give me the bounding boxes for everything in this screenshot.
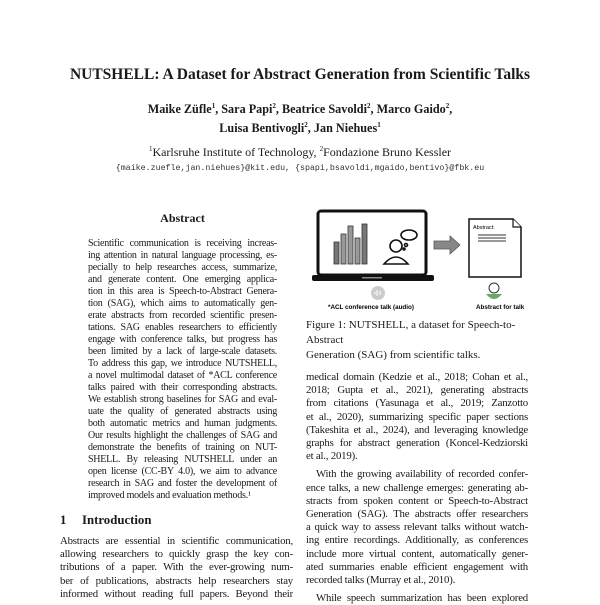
document-abstract-label: Abstract: (473, 225, 495, 231)
abstract-for-talk-label: Abstract for talk (476, 304, 525, 311)
text-line: recorded talks (Murray et al., 2010). (306, 574, 456, 587)
text-line: a quick way to assess relevant talks without watch- (306, 521, 528, 534)
author-list (0, 98, 600, 136)
affiliation-marker: 2 (445, 102, 450, 110)
text-line: ence talks, a new challenge emerges: generating ab- (306, 481, 528, 494)
text-line: both automatic metrics and human judgments. (88, 418, 277, 429)
author-name: Maike Züfle (147, 102, 212, 117)
text-line: and generate content. One emerging applica- (88, 274, 277, 285)
author (219, 121, 308, 135)
text-line: ing attention in natural language processing, es- (88, 250, 277, 261)
affiliations (0, 145, 600, 160)
text-line: tributions of a paper. With the ever-growing num- (60, 561, 293, 574)
text-line: 2018; Gupta et al., 2021), generating abstracts (306, 384, 528, 397)
caption-line: Generation (SAG) from scientific talks. (306, 349, 481, 361)
text-line: ber of publications, abstracts help researchers stay (60, 574, 293, 587)
author (377, 102, 450, 116)
text-line: demonstrate the benefits of training on NUT- (88, 442, 277, 453)
paper-title: NUTSHELL: A Dataset for Abstract Generation from Scientific Talks (69, 66, 531, 83)
author-name: Marco Gaido (376, 102, 446, 117)
author-emails: {maike.zuefle,jan.niehues}@kit.edu, {spapi,bsavoldi,mgaido,bentivo}@fbk.eu (115, 164, 485, 173)
paragraph (306, 371, 528, 463)
text-line: from citations (Yasunaga et al., 2019; Zanzotto (306, 397, 528, 410)
text-line: talks paired with their corresponding abstracts. (88, 382, 277, 393)
text-line: been limited by a lack of large-scale datasets. (88, 346, 277, 357)
figure-1 (306, 208, 532, 314)
bot-icon (486, 283, 502, 299)
text-line: open license (CC-BY 4.0), we aim to advance (88, 466, 277, 477)
text-line: We establish strong baselines for SAG and eval- (88, 394, 277, 405)
text-line: pecially to help researches access, summarize, (88, 262, 277, 273)
text-line: tion in this area is Speech-to-Abstract Genera- (88, 286, 277, 297)
text-line: et al., 2020), summarizing specific paper sections (306, 410, 528, 423)
text-line: et al., 2019). (306, 450, 358, 463)
text-line: research in SAG and foster the development of (88, 478, 277, 489)
author-name: Luisa Bentivogli (219, 121, 305, 136)
text-line: Generation (SAG). The abstracts offer researchers (306, 508, 528, 521)
affiliation: Karlsruhe Institute of Technology, (152, 145, 317, 159)
introduction-heading (60, 513, 151, 528)
author-line-1: Maike Züfle$^1$, Sara Papi$^2$, Beatrice Savoldi$^2$, Marco Gaido$^2$, (147, 102, 453, 117)
text-line: uate the quality of generated abstracts using (88, 406, 277, 417)
affiliation-marker: 2 (366, 102, 371, 110)
text-line: SHELL. By releasing NUTSHELL under an (88, 454, 277, 465)
section-number: 1 (60, 513, 67, 527)
section-title: Introduction (82, 513, 152, 527)
figure-caption (306, 318, 528, 363)
affiliation-marker: 1 (211, 102, 216, 110)
text-line: engage with conference talks, but progress has (88, 334, 277, 345)
author (282, 102, 370, 116)
text-line: ing entire recordings. Additionally, as conferences (306, 534, 528, 547)
document-icon (469, 219, 521, 277)
text-line: erate abstracts from recorded scientific presen- (88, 310, 277, 321)
arrow-icon (434, 236, 460, 254)
text-line: a novel multimodal dataset of *ACL conference (88, 370, 277, 381)
abstract-body (88, 238, 277, 502)
text-line: medical domain (Kedzie et al., 2018; Cohan et al., (306, 371, 528, 383)
author-name: Beatrice Savoldi (282, 102, 367, 117)
author (221, 102, 276, 116)
author (314, 121, 381, 135)
caption-line: Figure 1: NUTSHELL, a dataset for Speech-to-Abstract (306, 319, 516, 346)
abstract-heading: Abstract (160, 211, 205, 225)
right-column-body (306, 371, 528, 605)
text-line: tion (SAG), which aims to automatically gen- (88, 298, 277, 309)
talk-audio-label: *ACL conference talk (audio) (328, 304, 414, 311)
text-line: allowing researchers to quickly grasp the key con- (60, 548, 293, 561)
text-line: tations. SAG enables researchers to efficiently (88, 322, 277, 333)
text-line: To address this gap, we introduce NUTSHELL, (88, 358, 277, 369)
paragraph (306, 468, 528, 587)
affiliation-marker: 1 (377, 121, 381, 130)
text-line: While speech summarization has been explored (316, 592, 528, 605)
text-line: (Takeshita et al., 2024), and leveraging knowledge (306, 423, 528, 436)
author (148, 102, 215, 116)
text-line: informed without reading full papers. Beyond their (60, 587, 293, 600)
text-line: Our results highlight the challenges of SAG and (88, 430, 277, 441)
audio-icon (371, 286, 385, 300)
text-line: include more virtual content, automatically gener- (306, 547, 528, 560)
paragraph (306, 592, 528, 605)
text-line: With the growing availability of recorded confer- (316, 468, 528, 481)
laptop-icon (312, 211, 434, 281)
author-name: Jan Niehues (313, 121, 378, 136)
affiliation-marker: 2 (304, 121, 308, 130)
text-line: improved models and evaluation methods.¹ (88, 490, 251, 501)
author-line-2: Luisa Bentivogli$^2$, Jan Niehues$^1$ (219, 121, 381, 136)
text-line: Scientific communication is receiving increas- (88, 238, 277, 249)
affiliation-marker: 2 (272, 102, 276, 110)
affiliation-marker: 1 (148, 145, 153, 153)
author-name: Sara Papi (221, 102, 273, 117)
affiliation-marker: 2 (319, 145, 324, 153)
introduction-body (60, 535, 293, 601)
text-line: ated summaries enable efficient engagement with (306, 560, 528, 573)
text-line: Abstracts are essential in scientific communication, (60, 535, 293, 547)
text-line: stracts from spoken content or Speech-to-Abstract (306, 494, 528, 507)
text-line: graphs for abstract generation (Koncel-Kedziorski (306, 437, 528, 450)
affiliation: Fondazione Bruno Kessler (323, 145, 452, 159)
